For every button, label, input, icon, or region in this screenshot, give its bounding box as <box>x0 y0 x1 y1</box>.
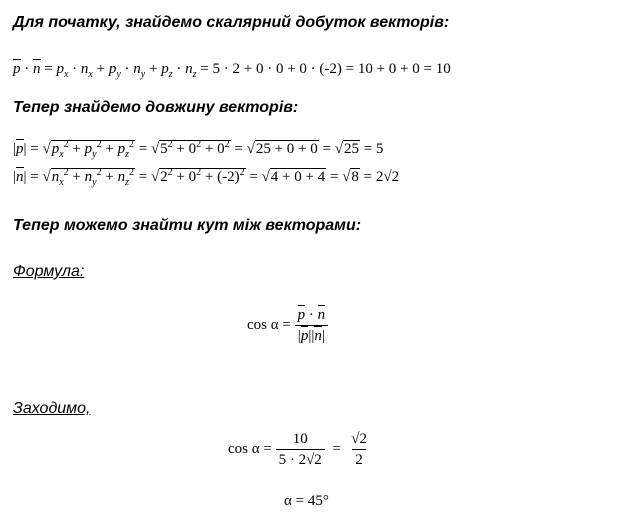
length-n-result: = 2√2 <box>363 169 400 185</box>
vector-p: p <box>13 61 21 77</box>
substitute-fraction-1 <box>276 430 325 469</box>
formula-fraction: $\frac{p \cdot n}{|p||n|}$ <box>295 306 329 345</box>
length-n-equation: $|n| = √n_x^2 + n_y^2 + n_z^2 = √2^2 + 0^2 + (-2)^2 = √4 + 0 + 4 = √8 = 2√2$ <box>13 167 400 188</box>
substitute-lhs: cos α = <box>228 440 272 457</box>
substitute-equals: = <box>332 440 341 457</box>
length-p-result: = 5 <box>363 141 384 157</box>
answer-angle: α = 45° <box>284 493 329 509</box>
fraction-1-denominator: 5 · 2√2 <box>276 449 325 469</box>
vector-n: n <box>33 61 41 77</box>
heading-angle: Тепер можемо знайти кут між векторами: <box>13 217 362 234</box>
fraction-1-numerator: 10 <box>292 431 308 447</box>
substitution-equation <box>228 430 370 469</box>
dot-product-numeric: = 5 · 2 + 0 · 0 + 0 · (-2) = 10 + 0 + 0 = 10 <box>200 61 451 77</box>
fraction-2-denominator: 2 <box>352 449 366 469</box>
formula-label: Формула: <box>13 263 85 280</box>
heading-lengths: Тепер знайдемо довжину векторів: <box>13 99 299 116</box>
heading-dot-product: Для початку, знайдемо скалярний добуток векторів: <box>13 14 450 31</box>
formula-lhs: cos α = <box>247 316 291 333</box>
substitute-label: Заходимо, <box>13 400 91 417</box>
angle-formula <box>247 306 328 345</box>
dot-product-equation: $p \cdot n = p_x \cdot n_x + p_y \cdot n_y + p_z \cdot n_z = 5 \cdot 2 + 0 \cdot 0 + 0 \cdot (-2) = 10 + 0 + 0 = 10$ <box>13 61 451 80</box>
length-p-equation: $|p| = √p_x^2 + p_y^2 + p_z^2 = √5^2 + 0^2 + 0^2 = √25 + 0 + 0 = √25 = 5$ <box>13 139 384 160</box>
fraction-2-numerator: √2 <box>351 431 368 447</box>
substitute-fraction-2 <box>348 430 370 469</box>
